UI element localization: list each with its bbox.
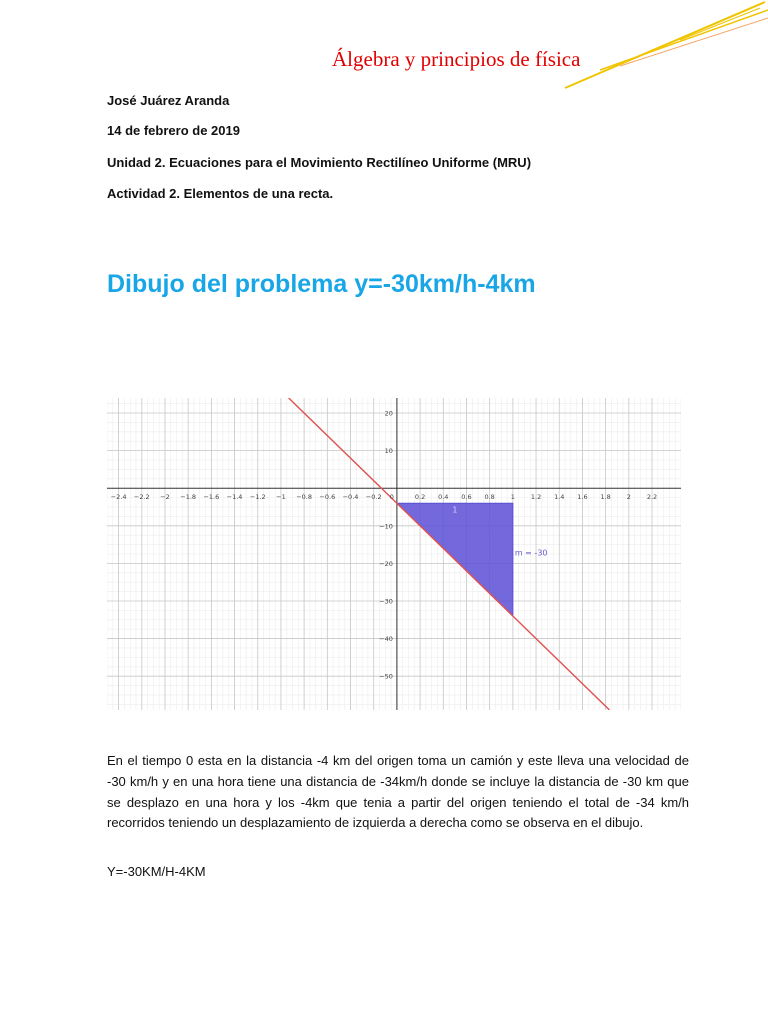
- author-name: José Juárez Aranda: [107, 93, 230, 108]
- equation-text: Y=-30KM/H-4KM: [107, 864, 206, 879]
- x-tick-label: 0.8: [484, 493, 495, 502]
- x-tick-label: −0.8: [296, 493, 313, 502]
- x-tick-label: −0.4: [342, 493, 359, 502]
- slope-label: m = -30: [514, 548, 548, 558]
- x-tick-label: 0.2: [414, 493, 426, 502]
- y-tick-label: −30: [379, 597, 393, 606]
- x-tick-label: 0.4: [438, 493, 449, 502]
- y-tick-label: 20: [384, 409, 393, 418]
- explanation-paragraph: En el tiempo 0 esta en la distancia -4 km del origen toma un camión y este lleva una velocidad de -30 km/h y en una hora tiene una distancia de -34km/h donde se incluye la distancia de -30 km que se desplazo en una hora y los -4km que tenia a partir del origen teniendo el total de -34 km/h recorridos teniendo un desplazamiento de izquierda a derecha como se observa en el dibujo.: [107, 753, 689, 831]
- document-date: 14 de febrero de 2019: [107, 123, 240, 138]
- x-tick-label: −1.2: [249, 493, 266, 502]
- origin-label: 0: [389, 493, 394, 502]
- section-heading: Dibujo del problema y=-30km/h-4km: [107, 270, 536, 298]
- x-tick-label: −0.6: [319, 493, 336, 502]
- x-tick-label: 1.4: [554, 493, 565, 502]
- x-tick-label: 2.2: [646, 493, 658, 502]
- y-tick-label: −50: [379, 672, 393, 681]
- x-tick-label: 0.6: [461, 493, 472, 502]
- x-tick-label: 1: [510, 493, 515, 502]
- y-tick-label: 10: [384, 447, 393, 456]
- x-tick-label: −0.2: [365, 493, 382, 502]
- y-tick-label: −10: [379, 522, 393, 531]
- y-tick-label: −20: [379, 559, 393, 568]
- x-tick-label: −1.4: [226, 493, 243, 502]
- unit-title: Unidad 2. Ecuaciones para el Movimiento Rectilíneo Uniforme (MRU): [107, 155, 532, 170]
- x-tick-label: −2: [160, 493, 170, 502]
- x-tick-label: 1.2: [530, 493, 542, 502]
- decorative-lines: [560, 0, 768, 100]
- x-tick-label: 2: [626, 493, 631, 502]
- triangle-run-label: 1: [452, 505, 458, 515]
- x-tick-label: 1.6: [577, 493, 588, 502]
- x-tick-label: −2.4: [110, 493, 127, 502]
- y-tick-label: −40: [379, 635, 393, 644]
- x-tick-label: −1.6: [203, 493, 220, 502]
- activity-title: Actividad 2. Elementos de una recta.: [107, 186, 334, 201]
- x-tick-label: 1.8: [600, 493, 611, 502]
- line-graph: [107, 398, 681, 710]
- x-tick-label: −1: [276, 493, 286, 502]
- document-header-title: Álgebra y principios de física: [332, 47, 581, 71]
- x-tick-label: −2.2: [133, 493, 150, 502]
- x-tick-label: −1.8: [180, 493, 197, 502]
